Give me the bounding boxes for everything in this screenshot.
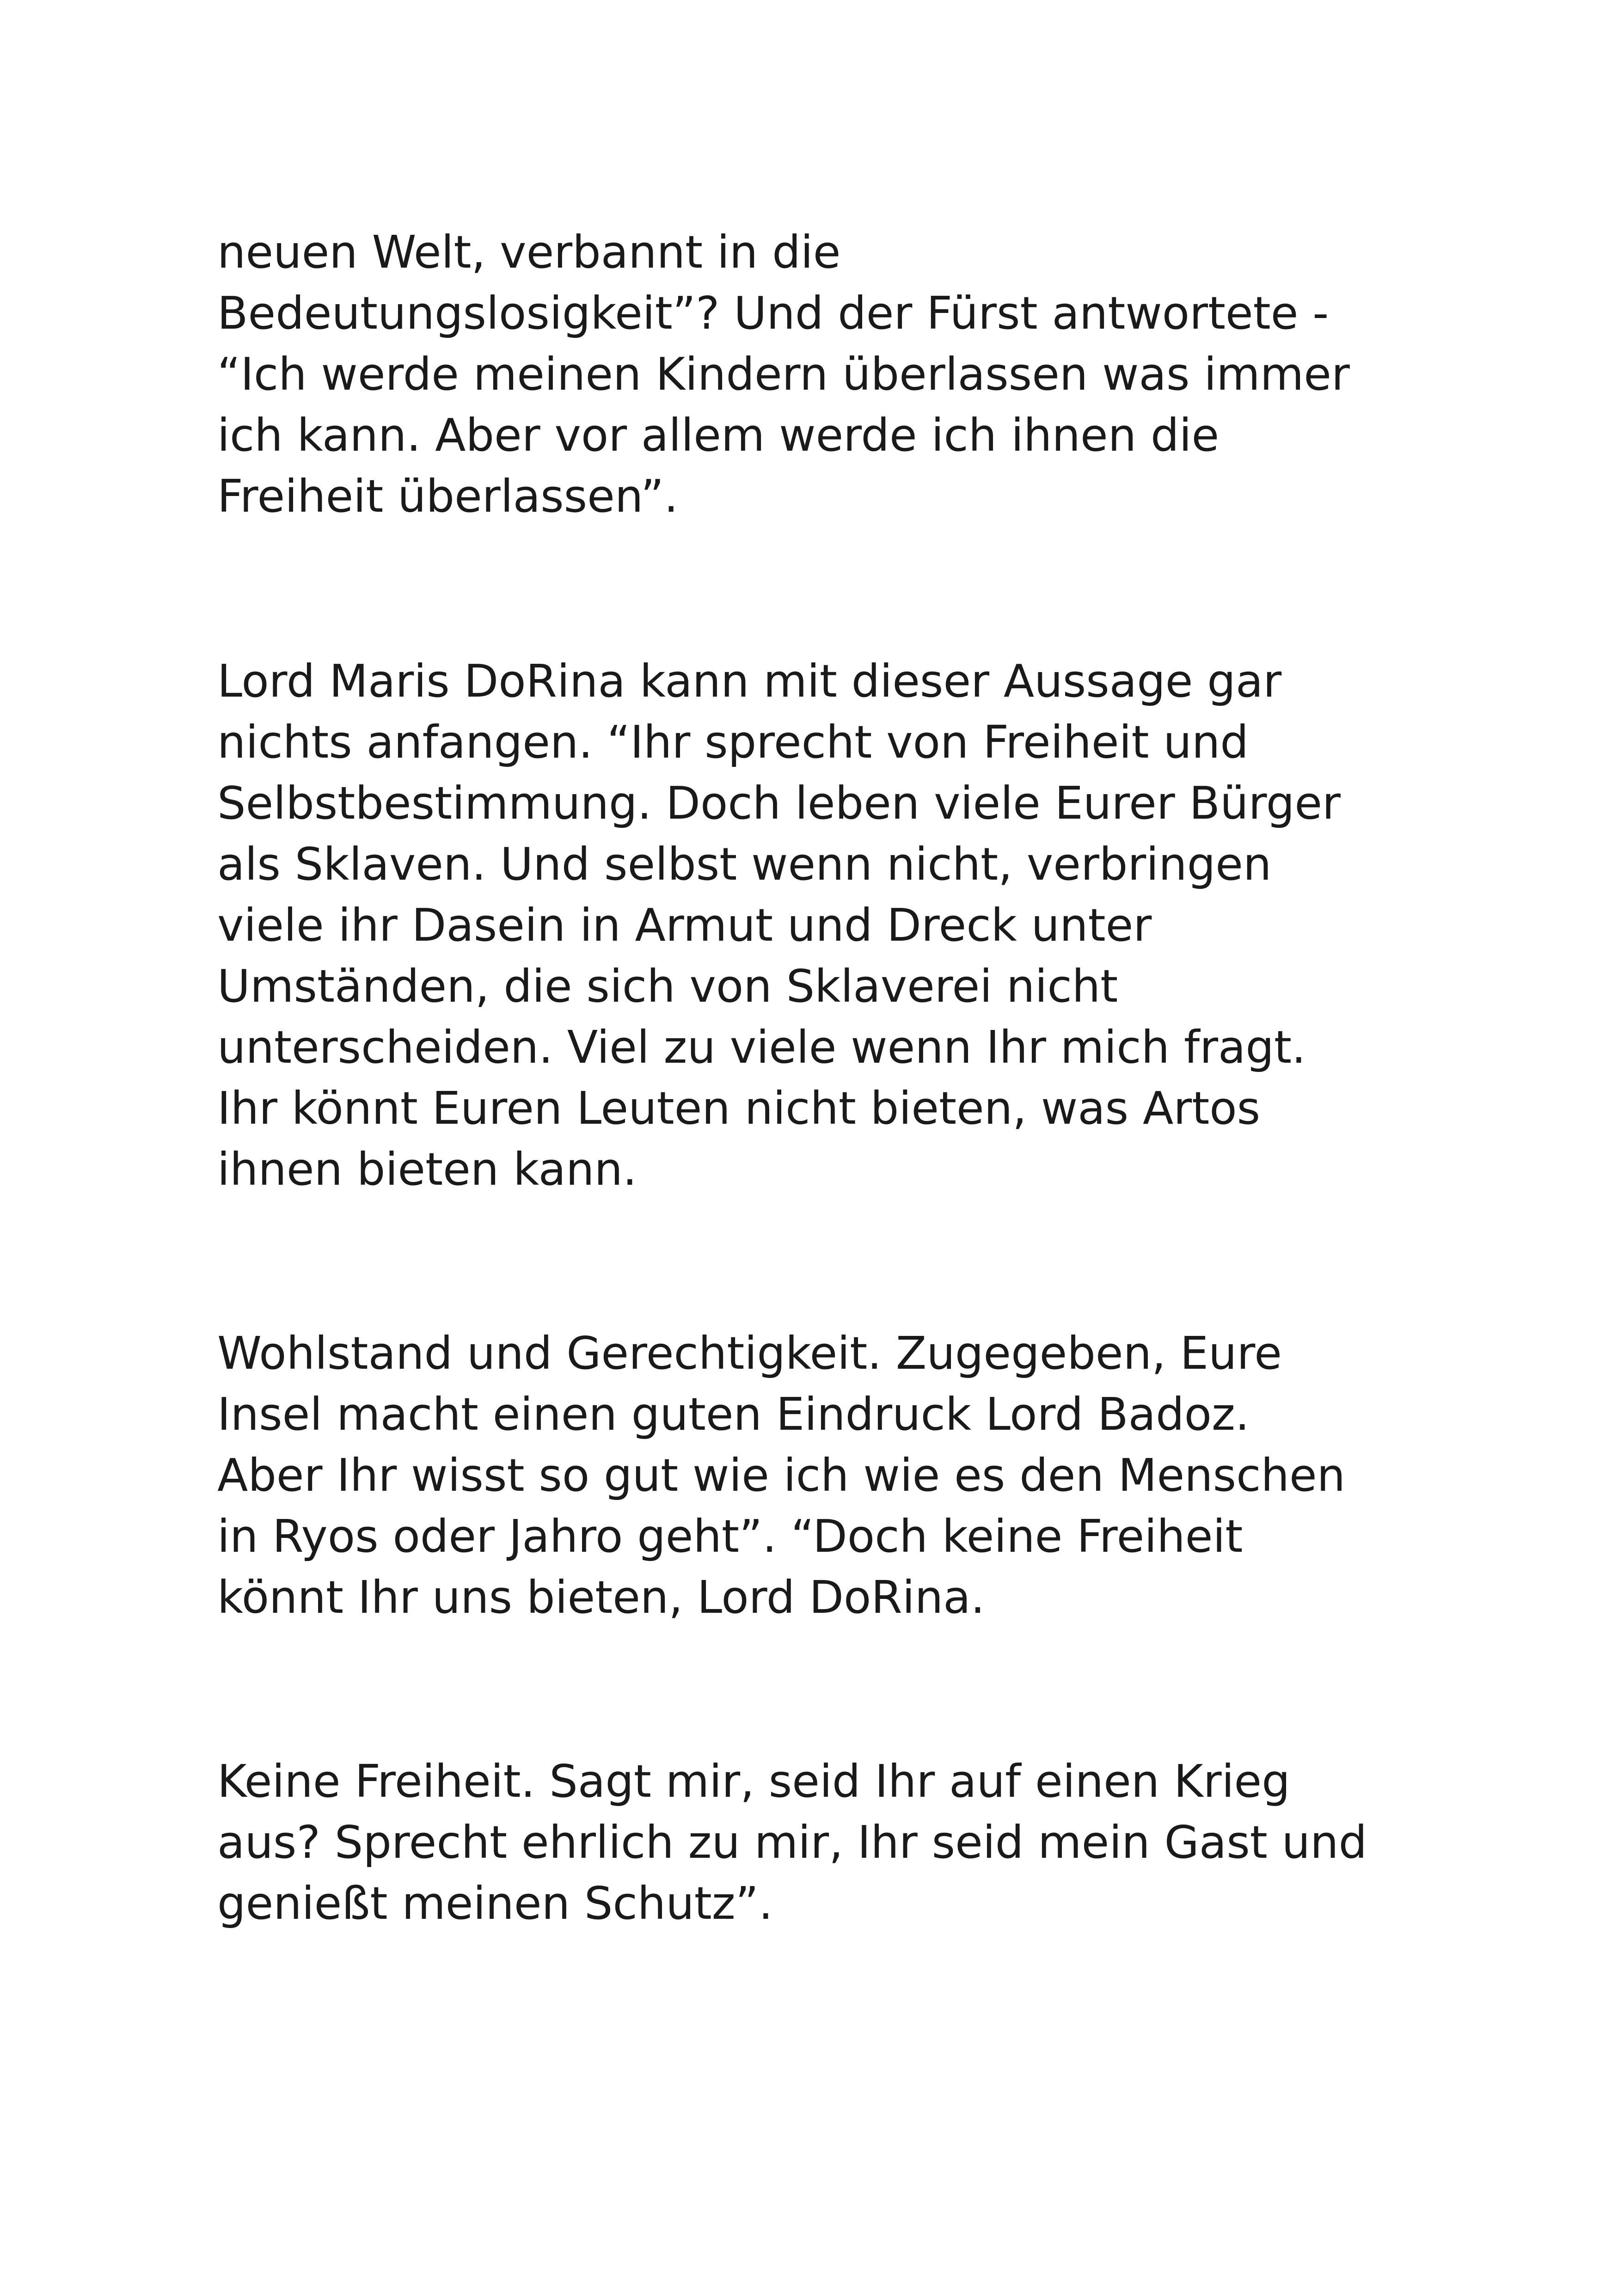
text-line: nichts anfangen. “Ihr sprecht von Freiheit und — [217, 716, 1249, 768]
text-line: Ihr könnt Euren Leuten nicht bieten, was Artos — [217, 1082, 1261, 1134]
text-line: “Ich werde meinen Kindern überlassen was immer — [217, 348, 1350, 400]
text-line: als Sklaven. Und selbst wenn nicht, verbringen — [217, 838, 1272, 890]
text-line: Insel macht einen guten Eindruck Lord Badoz. — [217, 1388, 1250, 1440]
text-line: Selbstbestimmung. Doch leben viele Eurer Bürger — [217, 777, 1341, 829]
text-line: ihnen bieten kann. — [217, 1143, 637, 1195]
text-line: könnt Ihr uns bieten, Lord DoRina. — [217, 1571, 985, 1623]
text-line: Keine Freiheit. Sagt mir, seid Ihr auf einen Krieg — [217, 1755, 1290, 1807]
paragraph — [217, 1751, 1419, 1934]
text-line: viele ihr Dasein in Armut und Dreck unter — [217, 899, 1152, 951]
text-line: ich kann. Aber vor allem werde ich ihnen die — [217, 409, 1220, 461]
text-line: genießt meinen Schutz”. — [217, 1877, 773, 1929]
text-line: Wohlstand und Gerechtigkeit. Zugegeben, Eure — [217, 1327, 1282, 1379]
text-line: Lord Maris DoRina kann mit dieser Aussage gar — [217, 655, 1282, 707]
paragraph — [217, 222, 1419, 527]
paragraph — [217, 651, 1419, 1200]
text-line: neuen Welt, verbannt in die — [217, 226, 841, 278]
text-line: in Ryos oder Jahro geht”. “Doch keine Freiheit — [217, 1510, 1243, 1562]
text-line: Bedeutungslosigkeit”? Und der Fürst antwortete - — [217, 287, 1329, 339]
text-line: Aber Ihr wisst so gut wie ich wie es den Menschen — [217, 1449, 1346, 1501]
text-line: unterscheiden. Viel zu viele wenn Ihr mich fragt. — [217, 1021, 1306, 1073]
text-line: aus? Sprecht ehrlich zu mir, Ihr seid mein Gast und — [217, 1816, 1367, 1868]
paragraph — [217, 1323, 1419, 1628]
text-line: Umständen, die sich von Sklaverei nicht — [217, 960, 1118, 1012]
text-line: Freiheit überlassen”. — [217, 470, 679, 522]
